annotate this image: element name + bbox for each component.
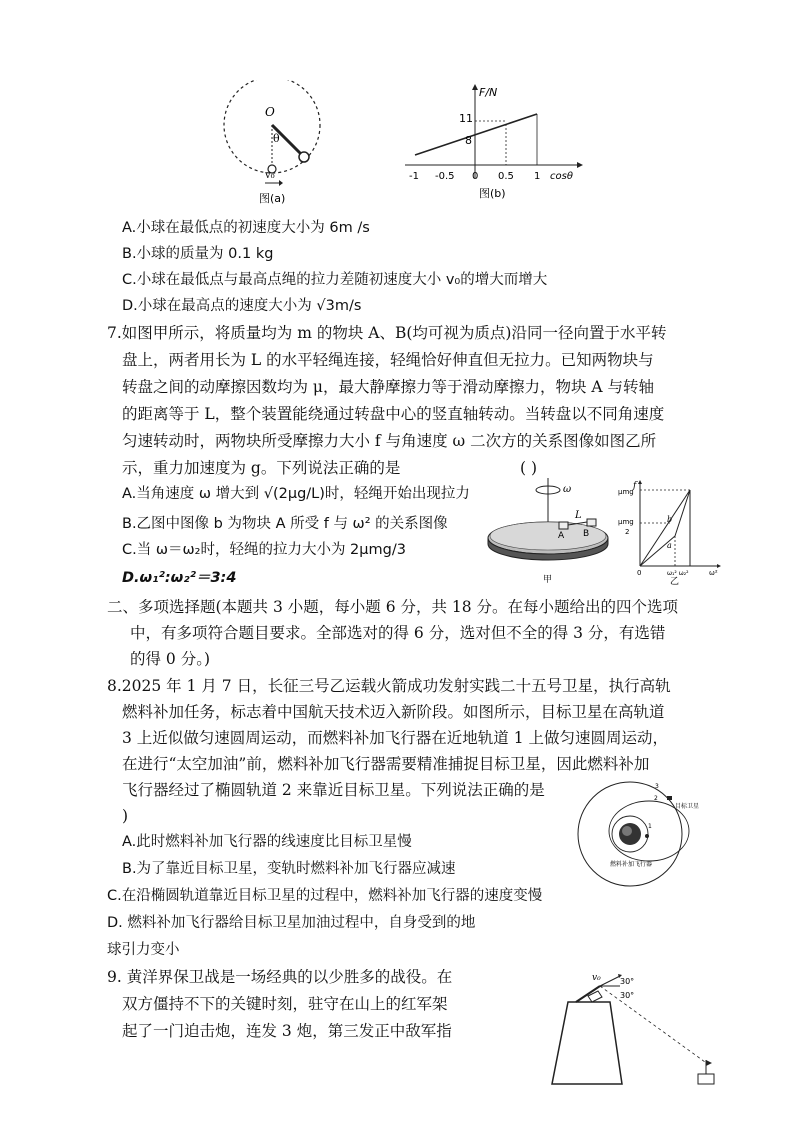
q6-option-b: B.小球的质量为 0.1 kg [122,246,274,262]
q9-figure-mortar [540,962,730,1092]
q9-line-1: 9. 黄洋界保卫战是一场经典的以少胜多的战役。在 [107,968,453,986]
q7-answer-paren: ( ) [520,459,538,477]
q8-refuel-label: 燃料补加飞行器 [610,861,653,868]
q7-f-label: f [633,481,637,491]
fig-a-o-label: O [265,105,275,119]
q7-mumg-label: μmg [618,488,634,496]
q7-half-2-label: 2 [625,528,630,536]
q9-v0-label: v₀ [592,973,601,983]
q8-line-6: ) [122,807,129,825]
q8-orbit-2-label: 2 [654,795,658,802]
q7-yi-caption: 乙 [670,577,680,586]
q7-w1w2-label: ω₁² ω₂² [667,570,689,577]
q8-orbit-1-label: 1 [648,823,652,830]
q7-jia-caption: 甲 [543,575,553,585]
q6-option-d: D.小球在最高点的速度大小为 √3m/s [122,298,362,314]
q8-option-d-line-2: 球引力变小 [107,942,180,958]
q8-option-c: C.在沿椭圆轨道靠近目标卫星的过程中，燃料补加飞行器的速度变慢 [107,888,543,904]
q7-b-label: B [583,529,590,539]
fig-b-tick-0: 0 [472,171,479,182]
q7-option-c: C.当 ω＝ω₂时，轻绳的拉力大小为 2μmg/3 [122,542,406,558]
q7-w2-label: ω² [709,569,718,577]
fig-b-xlabel: cosθ [550,171,573,182]
section-2-line-3: 的得 0 分。) [130,650,211,668]
fig-b-tick-m05: -0.5 [435,171,455,182]
q7-option-d: D.ω₁²:ω₂²＝3:4 [122,570,237,586]
q9-line-3: 起了一门迫击炮，连发 3 炮，第三发正中敌军指 [122,1022,452,1040]
q9-line-2: 双方僵持不下的关键时刻，驻守在山上的红军架 [122,995,448,1013]
q7-line-4: 的距离等于 L，整个装置能绕通过转盘中心的竖直轴转动。当转盘以不同角速度 [122,405,665,423]
q8-option-b: B.为了靠近目标卫星，变轨时燃料补加飞行器应减速 [122,861,456,877]
q7-figure-turntable [485,478,615,586]
fig-b-ylabel: F/N [479,86,498,99]
q8-target-label: 目标卫星 [675,803,700,810]
q8-orbit-3-label: 3 [655,783,659,790]
q7-option-a: A.当角速度 ω 增大到 √(2μg/L)时，轻绳开始出现拉力 [122,486,470,502]
fig-b-y8: 8 [465,134,472,147]
fig-a-theta-label: θ [273,132,280,145]
fig-b-y11: 11 [459,112,473,125]
q7-l-label: L [575,510,582,521]
fig-b-tick-m1: -1 [409,171,419,182]
q7-line-1: 7.如图甲所示，将质量均为 m 的物块 A、B(均可视为质点)沿同一径向置于水平转 [107,324,667,342]
q7-omega-label: ω [563,484,572,495]
q9-angle-1-label: 30° [620,977,635,986]
section-2-line-1: 二、多项选择题(本题共 3 小题，每小题 6 分，共 18 分。在每小题给出的四个选项 [107,598,679,616]
q7-line-5: 匀速转动时，两物块所受摩擦力大小 f 与角速度 ω 二次方的关系图像如图乙所 [122,432,657,450]
fig-b-tick-1: 1 [534,171,541,182]
q8-line-2: 燃料补加任务，标志着中国航天技术迈入新阶段。如图所示，目标卫星在高轨道 [122,703,665,721]
q8-option-a: A.此时燃料补加飞行器的线速度比目标卫星慢 [122,834,412,850]
q8-option-d-line-1: D. 燃料补加飞行器给目标卫星加油过程中，自身受到的地 [107,915,476,931]
q8-line-1: 8.2025 年 1 月 7 日，长征三号乙运载火箭成功发射实践二十五号卫星，执行高轨 [107,677,671,695]
q7-b-curve-label: b [667,515,673,524]
figure-a-circle-pendulum [215,80,335,205]
q8-line-4: 在进行“太空加油”前，燃料补加飞行器需要精准捕捉目标卫星，因此燃料补加 [122,755,650,773]
q7-origin-label: 0 [637,569,642,577]
fig-a-v0-label: v₀ [265,170,275,181]
q7-line-3: 转盘之间的动摩擦因数均为 μ，最大静摩擦力等于滑动摩擦力，物块 A 与转轴 [122,378,655,396]
figure-b-force-graph [395,82,585,204]
q6-option-a: A.小球在最低点的初速度大小为 6m /s [122,220,370,236]
q7-a-label: A [558,531,565,541]
fig-b-caption: 图(b) [479,187,506,200]
fig-b-tick-05: 0.5 [498,171,514,182]
q7-option-b: B.乙图中图像 b 为物块 A 所受 f 与 ω² 的关系图像 [122,516,448,532]
q7-line-6: 示，重力加速度为 g。下列说法正确的是 [122,459,401,477]
section-2-line-2: 中，有多项符合题目要求。全部选对的得 6 分，选对但不全的得 3 分，有选错 [130,624,666,642]
q7-a-curve-label: a [667,541,672,550]
q7-figure-friction-graph [615,478,725,586]
q8-line-3: 3 上近似做匀速圆周运动，而燃料补加飞行器在近地轨道 1 上做匀速圆周运动， [122,729,669,747]
q9-angle-2-label: 30° [620,991,635,1000]
q8-figure-orbits [572,778,712,890]
q7-half-mumg-label: μmg [618,518,634,526]
fig-a-caption: 图(a) [259,192,286,205]
q8-line-5: 飞行器经过了椭圆轨道 2 来靠近目标卫星。下列说法正确的是 [122,781,545,799]
q6-option-c: C.小球在最低点与最高点绳的拉力差随初速度大小 v₀的增大而增大 [122,272,548,288]
q7-line-2: 盘上，两者用长为 L 的水平轻绳连接，轻绳恰好伸直但无拉力。已知两物块与 [122,351,654,369]
